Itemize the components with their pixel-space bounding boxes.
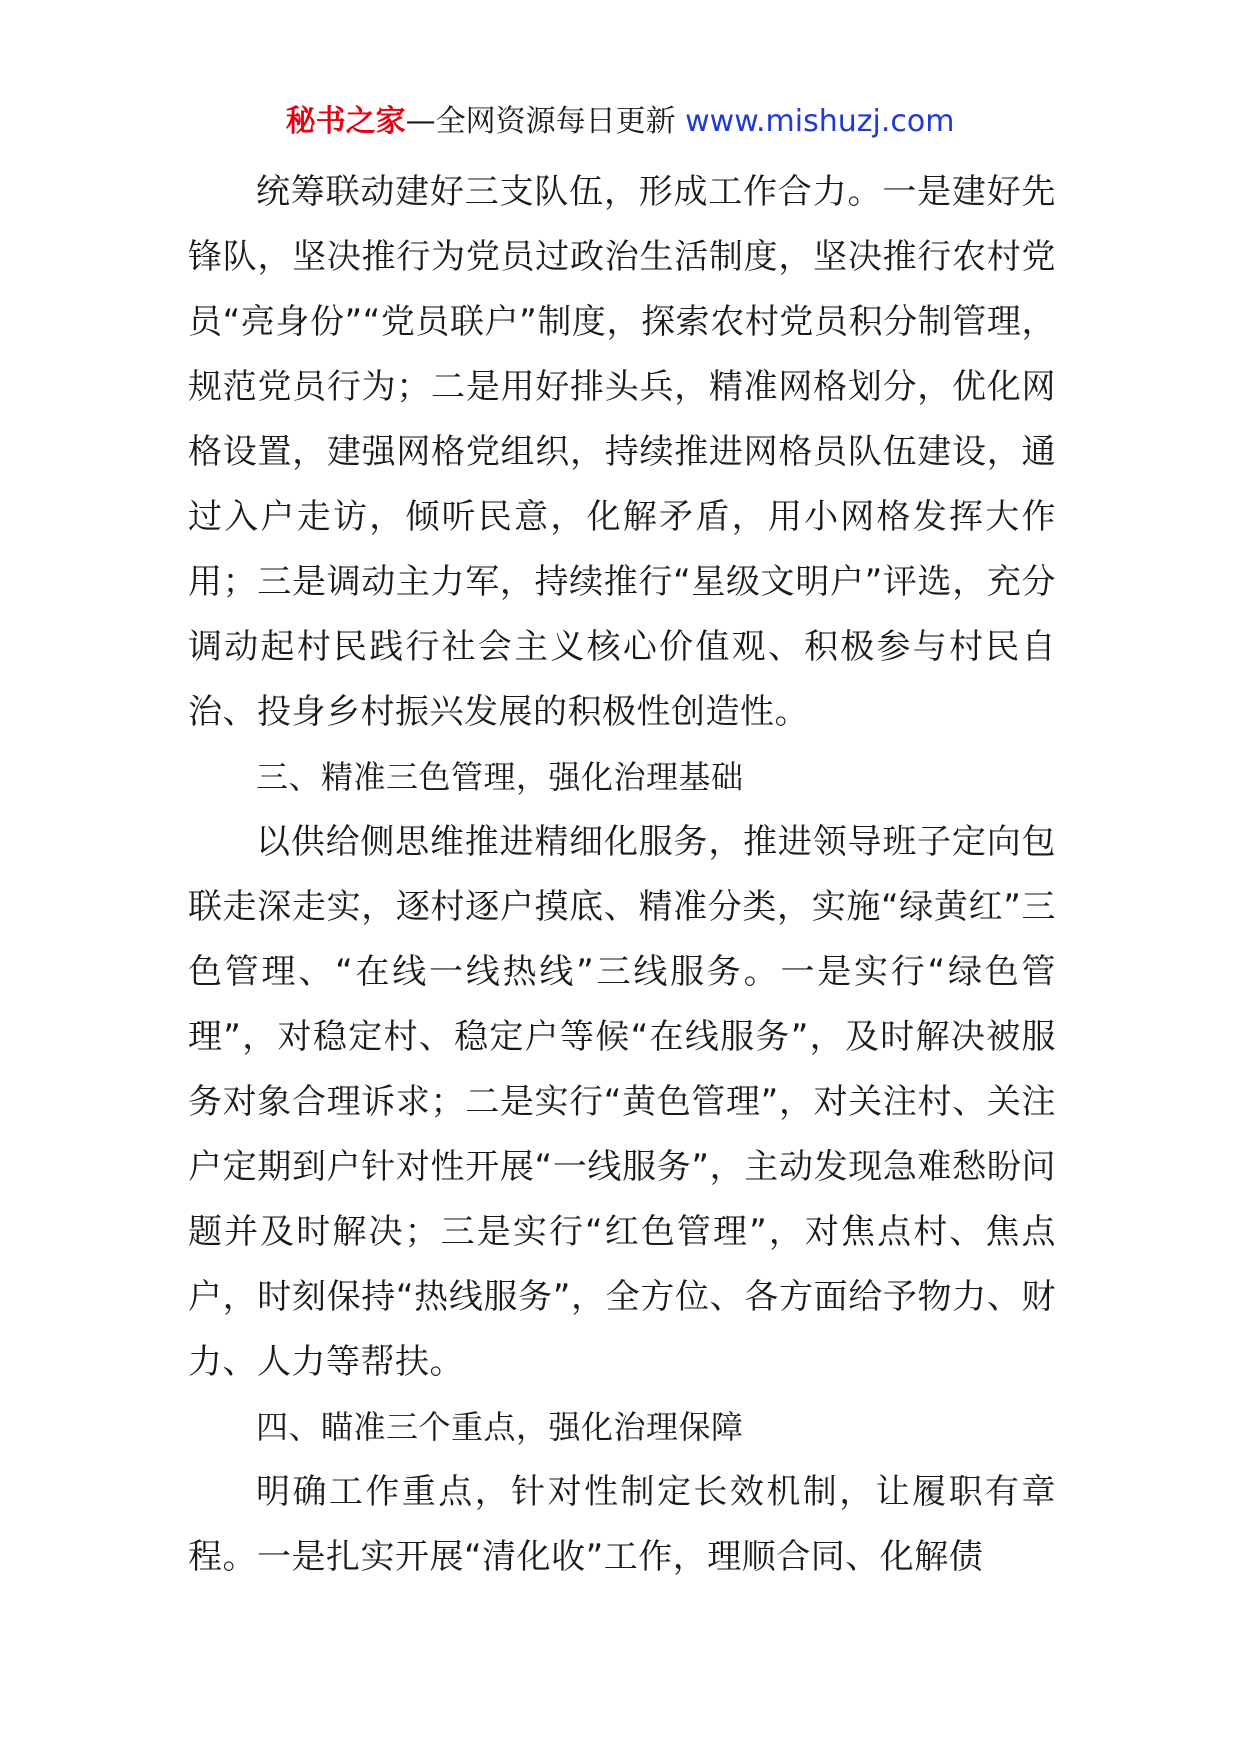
paragraph: 明确工作重点，针对性制定长效机制，让履职有章程。一是扎实开展“清化收”工作，理顺合同、化解债 <box>188 1472 1056 1577</box>
section-heading: 四、瞄准三个重点，强化治理保障 <box>256 1408 744 1446</box>
header-url[interactable]: www.mishuzj.com <box>685 104 955 139</box>
header-tagline: —全网资源每日更新 <box>405 104 686 139</box>
brand-name: 秘书之家 <box>285 104 406 139</box>
paragraph: 以供给侧思维推进精细化服务，推进领导班子定向包联走深走实，逐村逐户摸底、精准分类，实施“绿黄红”三色管理、“在线一线热线”三线服务。一是实行“绿色管理”，对稳定村、稳定户等候“在线服务”，及时解决被服务对象合理诉求；二是实行“黄色管理”，对关注村、关注户定期到户针对性开展“一线服务”，主动发现急难愁盼问题并及时解决；三是实行“红色管理”，对焦点村、焦点户，时刻保持“热线服务”，全方位、各方面给予物力、财力、人力等帮扶。 <box>188 822 1056 1382</box>
document-body <box>188 160 1056 1590</box>
section-heading: 三、精准三色管理，强化治理基础 <box>256 758 744 796</box>
paragraph: 统筹联动建好三支队伍，形成工作合力。一是建好先锋队，坚决推行为党员过政治生活制度，坚决推行农村党员“亮身份”“党员联户”制度，探索农村党员积分制管理，规范党员行为；二是用好排头兵，精准网格划分，优化网格设置，建强网格党组织，持续推进网格员队伍建设，通过入户走访，倾听民意，化解矛盾，用小网格发挥大作用；三是调动主力军，持续推行“星级文明户”评选，充分调动起村民践行社会主义核心价值观、积极参与村民自治、投身乡村振兴发展的积极性创造性。 <box>188 172 1056 732</box>
page-header <box>0 100 1240 144</box>
